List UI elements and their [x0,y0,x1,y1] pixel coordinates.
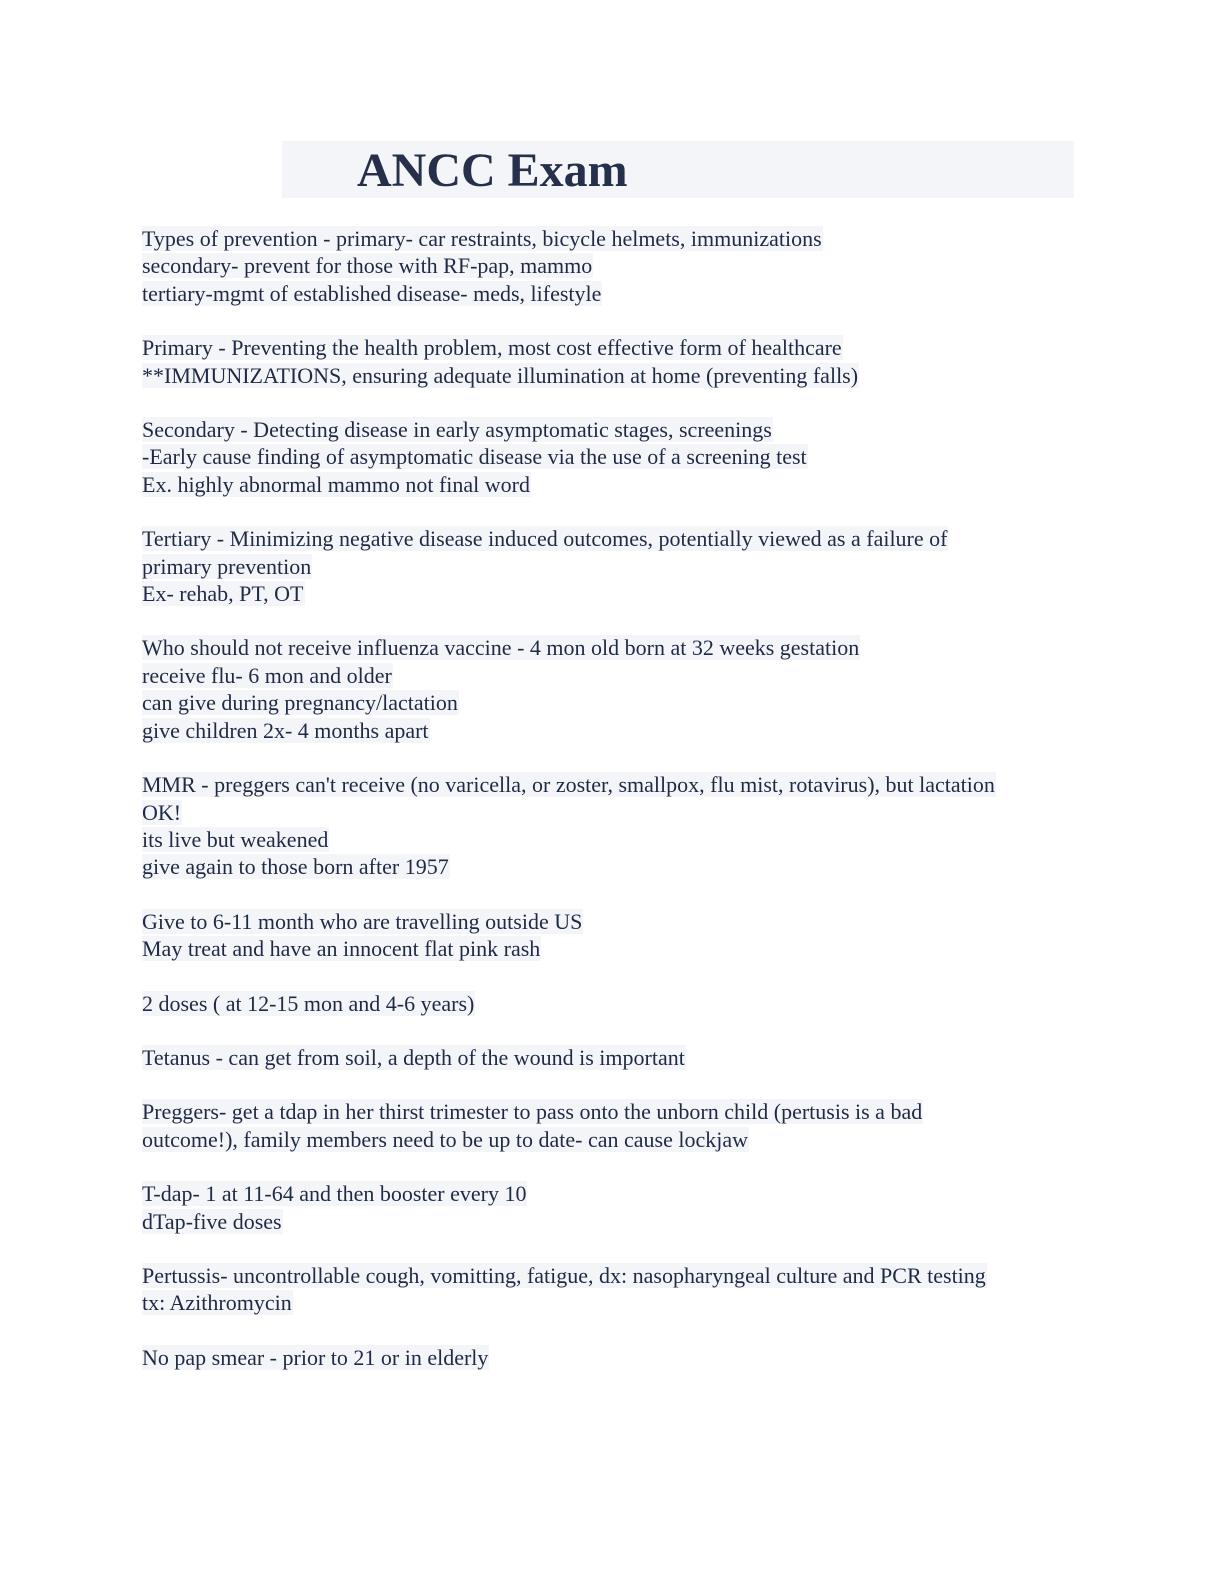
text-line: Preggers- get a tdap in her thirst trimester to pass onto the unborn child (pertusis is a bad [142,1099,923,1125]
text-line: receive flu- 6 mon and older [142,662,392,688]
text-line: its live but weakened [142,826,329,852]
paragraph-mmr [142,771,1082,881]
text-line: can give during pregnancy/lactation [142,690,458,716]
text-line: Types of prevention - primary- car restraints, bicycle helmets, immunizations [142,226,822,251]
text-line: give children 2x- 4 months apart [142,717,429,743]
text-line: T-dap- 1 at 11-64 and then booster every 10 [142,1181,527,1207]
text-line: primary prevention [142,553,312,579]
text-line: secondary- prevent for those with RF-pap, mammo [142,253,593,279]
text-line: Pertussis- uncontrollable cough, vomitting, fatigue, dx: nasopharyngeal culture and PCR testing [142,1262,986,1288]
text-line: Secondary - Detecting disease in early asymptomatic stages, screenings [142,417,772,443]
text-line: Give to 6-11 month who are travelling outside US [142,908,583,934]
text-line: May treat and have an innocent flat pink rash [142,936,541,962]
text-line: Tertiary - Minimizing negative disease induced outcomes, potentially viewed as a failure of [142,526,948,552]
paragraph-pap-smear [142,1344,1082,1371]
text-line: **IMMUNIZATIONS, ensuring adequate illumination at home (preventing falls) [142,362,859,388]
paragraph-doses [142,990,1082,1017]
paragraph-tetanus [142,1044,1082,1071]
text-line: Who should not receive influenza vaccine - 4 mon old born at 32 weeks gestation [142,635,860,661]
text-line: outcome!), family members need to be up to date- can cause lockjaw [142,1126,748,1152]
text-line: No pap smear - prior to 21 or in elderly [142,1344,489,1370]
paragraph-primary [142,334,1082,389]
text-line: MMR - preggers can't receive (no varicella, or zoster, smallpox, flu mist, rotavirus), but lactation [142,772,995,798]
text-line: OK! [142,799,182,825]
page-title: ANCC Exam [357,144,628,197]
paragraph-secondary [142,416,1082,498]
paragraph-influenza [142,634,1082,744]
text-line: 2 doses ( at 12-15 mon and 4-6 years) [142,990,475,1016]
text-line: tertiary-mgmt of established disease- meds, lifestyle [142,280,602,306]
paragraph-preggers-tdap [142,1098,1082,1153]
text-line: -Early cause finding of asymptomatic disease via the use of a screening test [142,444,807,470]
text-line: tx: Azithromycin [142,1290,292,1316]
paragraph-prevention-types [142,225,1082,307]
paragraph-tertiary [142,525,1082,607]
text-line: Tetanus - can get from soil, a depth of the wound is important [142,1044,685,1070]
text-line: Ex. highly abnormal mammo not final word [142,471,530,497]
text-line: Ex- rehab, PT, OT [142,581,304,607]
paragraph-pertussis [142,1262,1082,1317]
text-line: Primary - Preventing the health problem, most cost effective form of healthcare [142,335,842,361]
text-line: give again to those born after 1957 [142,854,449,880]
paragraph-tdap-doses [142,1180,1082,1235]
document-body [142,225,1082,1398]
paragraph-travel [142,908,1082,963]
text-line: dTap-five doses [142,1208,282,1234]
